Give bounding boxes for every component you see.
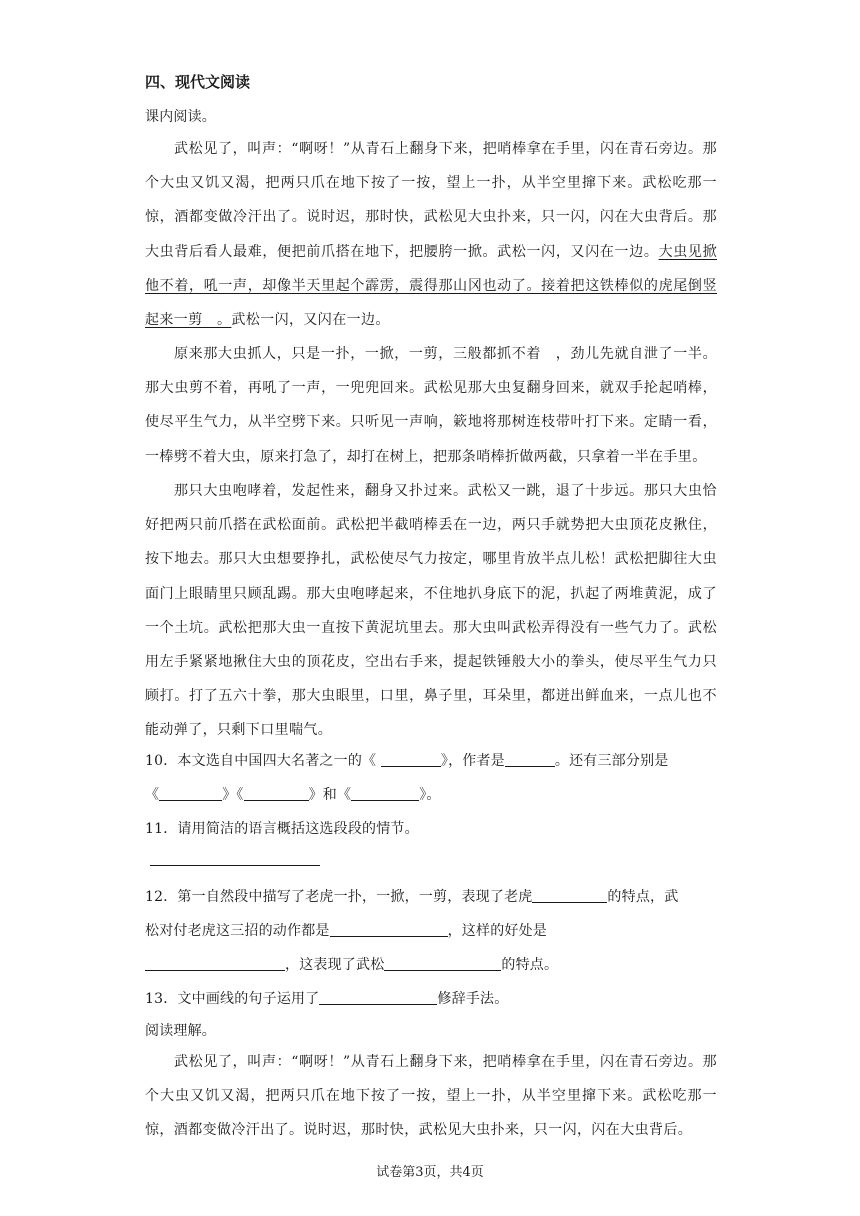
- q12-text-c: 松对付老虎这三招的动作都是: [145, 923, 330, 939]
- underlined-sentence: 大虫见掀他不着，吼一声，却像半天里起个霹雳，震得那山冈也动了。接着把这铁棒似的虎尾倒竖起来一剪 。: [145, 243, 717, 329]
- passage2-paragraph-1: 武松见了，叫声：“啊呀！”从青石上翻身下来，把哨棒拿在手里，闪在青石旁边。那个大虫又饥又渴，把两只爪在地下按了一按，望上一扑，从半空里撺下来。武松吃那一惊，酒都变做冷汗出了。说时迟，那时快，武松见大虫扑来，只一闪，闪在大虫背后。: [145, 1054, 717, 1139]
- q12-blank-tiger-trait[interactable]: [532, 888, 607, 903]
- passage1-p1-tail: 武松一闪，又闪在一边。: [231, 312, 390, 329]
- q13-blank-rhetoric[interactable]: [319, 990, 437, 1005]
- q11-answer-line[interactable]: [150, 865, 320, 866]
- section-title: 四、现代文阅读: [145, 73, 251, 91]
- passage1-p1-text: 武松见了，叫声：“啊呀！”从青石上翻身下来，把哨棒拿在手里，闪在青石旁边。那个大虫又饥又渴，把两只爪在地下按了一按，望上一扑，从半空里撺下来。武松吃那一惊，酒都变做冷汗出了。说时迟，那时快，武松见大虫扑来，只一闪，闪在大虫背后。那大虫背后看人最难，便把前爪搭在地下，把腰胯一掀。武松一闪，又闪在一边。: [145, 141, 717, 260]
- q12-text-b: 的特点，武: [607, 889, 679, 905]
- q12-text-e: ，这表现了武松: [285, 957, 385, 973]
- q12-text-a: 12．第一自然段中描写了老虎一扑，一掀，一剪，表现了老虎: [145, 889, 533, 905]
- question-12-line-1: [145, 886, 678, 906]
- part1-label: 课内阅读。: [145, 109, 216, 125]
- q10-blank-book-3[interactable]: [244, 786, 309, 801]
- q10-text-a: 10．本文选自中国四大名著之一的《: [145, 753, 377, 769]
- q12-text-f: 的特点。: [501, 957, 559, 973]
- question-13: [145, 988, 508, 1008]
- passage1-paragraph-3: 那只大虫咆哮着，发起性来，翻身又扑过来。武松又一跳，退了十步远。那只大虫恰好把两只前爪搭在武松面前。武松把半截哨棒丢在一边，两只手就势把大虫顶花皮揪住，按下地去。那只大虫想要挣扎，武松使尽气力按定，哪里肯放半点儿松！武松把脚往大虫面门上眼睛里只顾乱踢。那大虫咆哮起来，不住地扒身底下的泥，扒起了两堆黄泥，成了一个土坑。武松把那大虫一直按下黄泥坑里去。那大虫叫武松弄得没有一些气力了。武松用左手紧紧地揪住大虫的顶花皮，空出右手来，提起铁锤般大小的拳头，使尽平生气力只顾打。打了五六十拳，那大虫眼里，口里，鼻子里，耳朵里，都迸出鲜血来，一点儿也不能动弹了，只剩下口里喘气。: [145, 483, 717, 739]
- part2-label: 阅读理解。: [145, 1023, 216, 1039]
- q10-blank-book[interactable]: [381, 752, 441, 767]
- q10-blank-book-2[interactable]: [159, 786, 222, 801]
- question-12-line-3: [145, 954, 558, 974]
- q10-blank-book-4[interactable]: [351, 786, 419, 801]
- q10-blank-author[interactable]: [505, 752, 555, 767]
- q12-blank-action[interactable]: [330, 922, 448, 937]
- question-11: 11．请用简洁的语言概括这选段段的情节。: [145, 821, 419, 837]
- q10-text-f: 》和《: [308, 787, 352, 803]
- page-footer: 试卷第3页，共4页: [376, 1165, 484, 1180]
- passage1-paragraph-1: [145, 132, 717, 337]
- q10-text-e: 》《: [222, 787, 244, 803]
- q10-text-b: 》，作者是: [440, 753, 505, 769]
- q10-text-c: 。还有三部分别是: [554, 753, 669, 769]
- q10-text-d: 《: [145, 787, 160, 803]
- question-10-line-1: [145, 750, 668, 770]
- q10-text-g: 》。: [419, 787, 441, 803]
- q13-text-b: 修辞手法。: [437, 991, 509, 1007]
- q12-blank-benefit[interactable]: [145, 956, 285, 971]
- question-12-line-2: [145, 920, 547, 940]
- q12-blank-wusong-trait[interactable]: [384, 956, 501, 971]
- question-10-line-2: [145, 784, 441, 804]
- q13-text-a: 13．文中画线的句子运用了: [145, 991, 320, 1007]
- passage1-paragraph-2: 原来那大虫抓人，只是一扑，一掀，一剪，三般都抓不着 ，劲儿先就自泄了一半。那大虫剪不着，再吼了一声，一兜兜回来。武松见那大虫复翻身回来，就双手抡起哨棒，使尽平生气力，从半空劈下来。只听见一声响，簌地将那树连枝带叶打下来。定睛一看，一棒劈不着大虫，原来打急了，却打在树上，把那条哨棒折做两截，只拿着一半在手里。: [145, 346, 717, 465]
- q12-text-d: ，这样的好处是: [447, 923, 548, 939]
